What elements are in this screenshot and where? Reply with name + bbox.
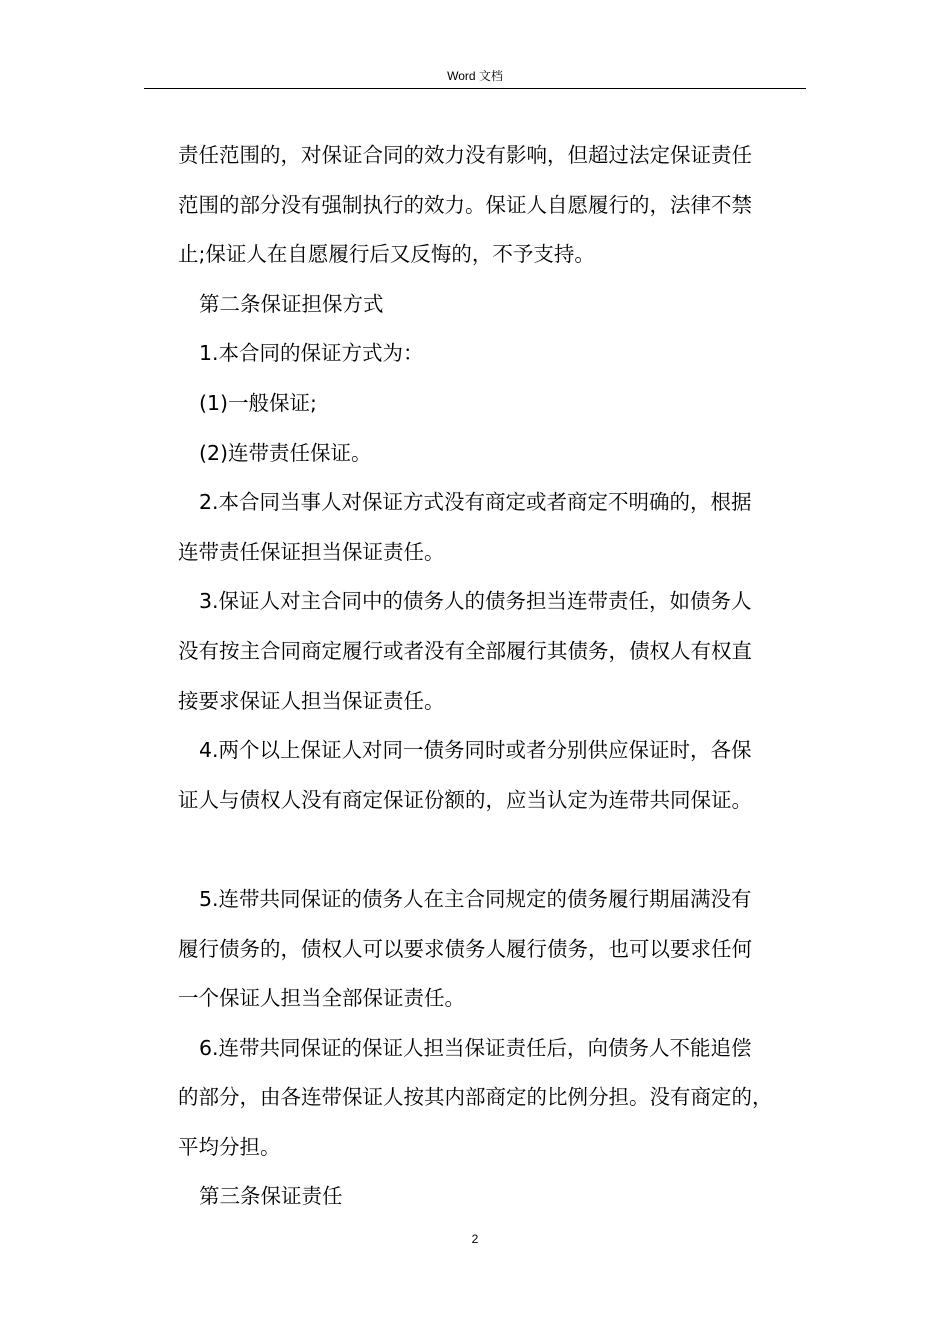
text-line: 连带责任保证担当保证责任。 bbox=[178, 539, 445, 564]
text-line: 第二条保证担保方式 bbox=[199, 291, 384, 316]
text-line: 履行债务的，债权人可以要求债务人履行债务，也可以要求任何 bbox=[178, 936, 752, 961]
paragraph-subitem-1 bbox=[178, 379, 810, 429]
text-line: 证人与债权人没有商定保证份额的，应当认定为连带共同保证。 bbox=[178, 787, 752, 812]
section-heading-article-2 bbox=[178, 280, 810, 330]
text-line: 1.本合同的保证方式为： bbox=[199, 341, 424, 366]
text-line: 3.保证人对主合同中的债务人的债务担当连带责任，如债务人 bbox=[199, 589, 752, 614]
text-line: 止;保证人在自愿履行后又反悔的，不予支持。 bbox=[178, 242, 595, 267]
text-line: 接要求保证人担当保证责任。 bbox=[178, 688, 445, 713]
page-header-title: Word 文档 bbox=[447, 69, 503, 83]
paragraph-item-2 bbox=[178, 478, 810, 577]
page-number: 2 bbox=[471, 1232, 479, 1246]
paragraph-item-1 bbox=[178, 329, 810, 379]
text-line: 平均分担。 bbox=[178, 1134, 281, 1159]
text-line: 一个保证人担当全部保证责任。 bbox=[178, 986, 465, 1011]
text-line: 没有按主合同商定履行或者没有全部履行其债务，债权人有权直 bbox=[178, 638, 752, 663]
text-line: (1)一般保证; bbox=[199, 390, 317, 415]
text-line: 5.连带共同保证的债务人在主合同规定的债务履行期届满没有 bbox=[199, 886, 752, 911]
text-line: 4.两个以上保证人对同一债务同时或者分别供应保证时，各保 bbox=[199, 738, 752, 763]
text-line: 2.本合同当事人对保证方式没有商定或者商定不明确的，根据 bbox=[199, 490, 752, 515]
text-line: 责任范围的，对保证合同的效力没有影响，但超过法定保证责任 bbox=[178, 143, 752, 167]
text-line: 的部分，由各连带保证人按其内部商定的比例分担。没有商定的， bbox=[178, 1085, 773, 1110]
paragraph-item-5 bbox=[178, 875, 810, 1024]
text-line: 范围的部分没有强制执行的效力。保证人自愿履行的，法律不禁 bbox=[178, 192, 752, 217]
paragraph-item-3 bbox=[178, 577, 810, 726]
paragraph-clause-continued bbox=[178, 131, 810, 280]
text-line: (2)连带责任保证。 bbox=[199, 440, 372, 465]
section-heading-article-3 bbox=[178, 1172, 810, 1222]
header-divider bbox=[144, 88, 806, 89]
paragraph-subitem-2 bbox=[178, 429, 810, 479]
text-line: 6.连带共同保证的保证人担当保证责任后，向债务人不能追偿 bbox=[199, 1035, 752, 1060]
text-line: 第三条保证责任 bbox=[199, 1184, 343, 1209]
blank-line bbox=[178, 825, 810, 875]
document-body bbox=[178, 131, 810, 1222]
paragraph-item-4 bbox=[178, 726, 810, 825]
paragraph-item-6 bbox=[178, 1024, 810, 1173]
